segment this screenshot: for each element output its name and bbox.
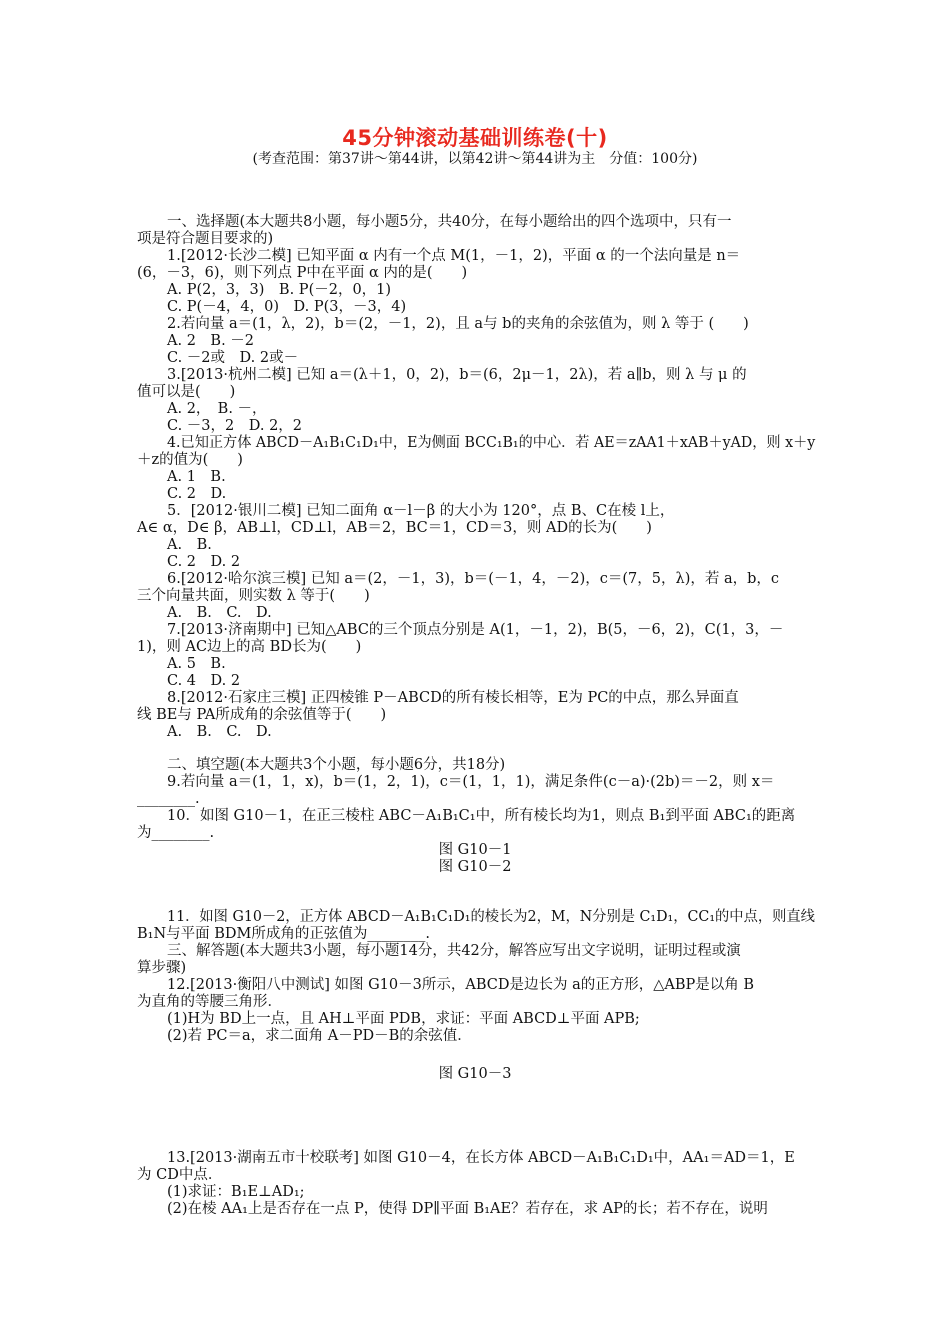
options-line: A. 2， B. －， <box>167 401 267 417</box>
options-line: A. 2 B. －2 <box>167 333 255 349</box>
figure-caption: 图 G10－3 <box>438 1066 512 1082</box>
text-line: 三个向量共面，则实数 λ 等于( ) <box>137 588 370 604</box>
section-heading-fill: 二、填空题(本大题共3个小题，每小题6分，共18分) <box>167 757 506 773</box>
text-line: 为 CD中点． <box>137 1167 223 1183</box>
text-line: (6，－3，6)，则下列点 P中在平面 α 内的是( ) <box>137 265 468 281</box>
options-line: A. B. C. D. <box>167 605 272 621</box>
text-line: 1)，则 AC边上的高 BD长为( ) <box>137 639 362 655</box>
section-heading-choice: 一、选择题(本大题共8小题，每小题5分，共40分，在每小题给出的四个选项中，只有一 <box>167 214 732 230</box>
text-line: 项是符合题目要求的) <box>137 231 274 247</box>
question-8: 8.[2012·石家庄三模] 正四棱锥 P－ABCD的所有棱长相等，E为 PC的中点，那么异面直 <box>167 690 739 706</box>
question-4: 4.已知正方体 ABCD－A₁B₁C₁D₁中，E为侧面 BCC₁B₁的中心．若 AE＝zAA1＋xAB＋yAD，则 x＋y <box>167 435 816 451</box>
sub-question: (2)若 PC＝a，求二面角 A－PD－B的余弦值． <box>167 1028 472 1044</box>
question-6: 6.[2012·哈尔滨三模] 已知 a＝(2，－1，3)，b＝(－1，4，－2)，c＝(7，5，λ)，若 a，b，c <box>167 571 780 587</box>
text-line: B₁N与平面 BDM所成角的正弦值为________. <box>137 926 431 942</box>
figure-caption: 图 G10－1 <box>438 842 512 858</box>
text-line: A∈ α，D∈ β，AB⊥l，CD⊥l，AB＝2，BC＝1，CD＝3，则 AD的长为( ) <box>137 520 652 536</box>
question-3: 3.[2013·杭州二模] 已知 a＝(λ＋1，0，2)，b＝(6，2μ－1，2λ)，若 a∥b，则 λ 与 μ 的 <box>167 367 747 383</box>
text-line: ＋z的值为( ) <box>137 452 243 468</box>
text-line: 值可以是( ) <box>137 384 236 400</box>
options-line: A. 1 B. <box>167 469 226 485</box>
options-line: C. P(－4，4，0) D. P(3，－3，4) <box>167 299 407 315</box>
options-line: A. 5 B. <box>167 656 226 672</box>
options-line: A. B. <box>167 537 212 553</box>
question-9: 9.若向量 a＝(1，1，x)，b＝(1，2，1)，c＝(1，1，1)，满足条件(c－a)·(2b)＝－2，则 x＝ <box>167 774 775 790</box>
sub-question: (1)求证：B₁E⊥AD₁; <box>167 1184 305 1200</box>
blank-line: ________. <box>137 791 200 807</box>
question-2: 2.若向量 a＝(1，λ，2)，b＝(2，－1，2)，且 a与 b的夹角的余弦值为，则 λ 等于 ( ) <box>167 316 749 332</box>
question-13: 13.[2013·湖南五市十校联考] 如图 G10－4，在长方体 ABCD－A₁B₁C₁D₁中，AA₁＝AD＝1，E <box>167 1150 795 1166</box>
options-line: C. 2 D. 2 <box>167 554 241 570</box>
options-line: C. 2 D. <box>167 486 227 502</box>
page-subtitle: (考查范围：第37讲～第44讲，以第42讲～第44讲为主 分值：100分) <box>252 151 698 167</box>
question-1: 1.[2012·长沙二模] 已知平面 α 内有一个点 M(1，－1，2)，平面 α 的一个法向量是 n＝ <box>167 248 741 264</box>
options-line: A. B. C. D. <box>167 724 272 740</box>
question-11: 11．如图 G10－2，正方体 ABCD－A₁B₁C₁D₁的棱长为2，M，N分别是 C₁D₁，CC₁的中点，则直线 <box>167 909 815 925</box>
sub-question: (1)H为 BD上一点，且 AH⊥平面 PDB，求证：平面 ABCD⊥平面 APB; <box>167 1011 640 1027</box>
section-heading-answer: 三、解答题(本大题共3小题，每小题14分，共42分，解答应写出文字说明，证明过程或演 <box>167 943 741 959</box>
text-line: 为直角的等腰三角形． <box>137 994 282 1010</box>
question-7: 7.[2013·济南期中] 已知△ABC的三个顶点分别是 A(1，－1，2)，B(5，－6，2)，C(1，3，－ <box>167 622 784 638</box>
text-line: 线 BE与 PA所成角的余弦值等于( ) <box>137 707 387 723</box>
options-line: A. P(2，3，3) B. P(－2，0，1) <box>167 282 392 298</box>
figure-caption: 图 G10－2 <box>438 859 512 875</box>
page-title: 45分钟滚动基础训练卷(十) <box>342 126 608 150</box>
text-line: 为________. <box>137 825 215 841</box>
text-line: 算步骤) <box>137 960 187 976</box>
options-line: C. －2或 D. 2或－ <box>167 350 299 366</box>
sub-question: (2)在棱 AA₁上是否存在一点 P，使得 DP∥平面 B₁AE？若存在，求 AP的长；若不存在，说明 <box>167 1201 768 1217</box>
options-line: C. －3，2 D. 2，2 <box>167 418 303 434</box>
question-5: 5．[2012·银川二模] 已知二面角 α－l－β 的大小为 120°，点 B、C在棱 l上， <box>167 503 675 519</box>
options-line: C. 4 D. 2 <box>167 673 241 689</box>
question-12: 12.[2013·衡阳八中测试] 如图 G10－3所示，ABCD是边长为 a的正方形，△ABP是以角 B <box>167 977 755 993</box>
question-10: 10．如图 G10－1，在正三棱柱 ABC－A₁B₁C₁中，所有棱长均为1，则点 B₁到平面 ABC₁的距离 <box>167 808 796 824</box>
